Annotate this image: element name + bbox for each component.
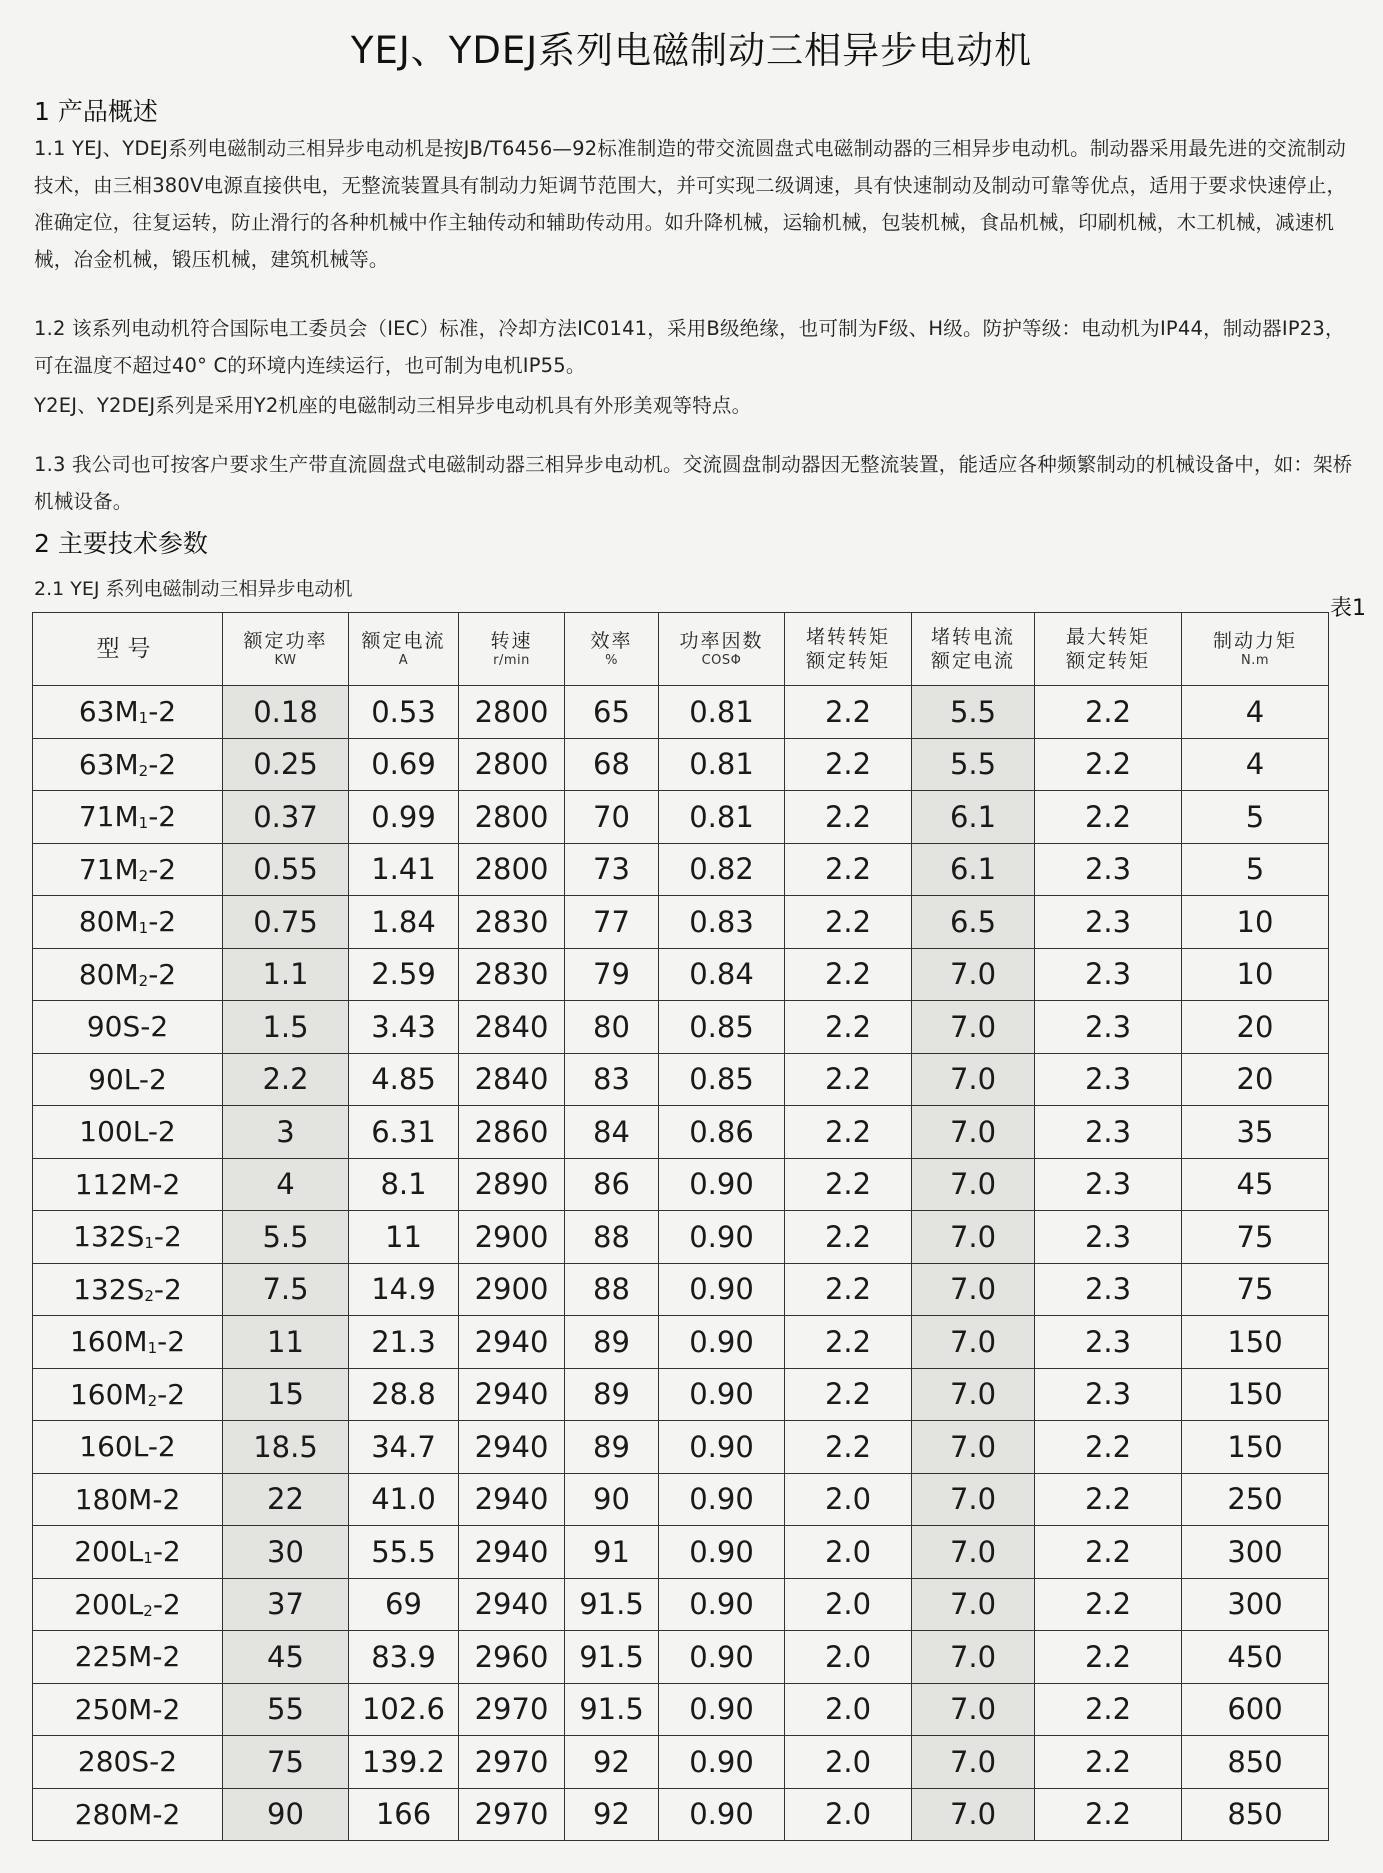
- value-cell: 0.18: [223, 686, 349, 739]
- value-cell: 2.2: [1035, 1526, 1182, 1579]
- value-cell: 0.53: [349, 686, 459, 739]
- value-cell: 2.3: [1035, 1106, 1182, 1159]
- header-label: 型号: [96, 636, 159, 662]
- value-cell: 88: [565, 1211, 659, 1264]
- value-cell: 450: [1182, 1631, 1329, 1684]
- value-cell: 83.9: [349, 1631, 459, 1684]
- value-cell: 2830: [459, 948, 565, 1001]
- value-cell: 18.5: [223, 1421, 349, 1474]
- value-cell: 7.0: [912, 1316, 1035, 1369]
- value-cell: 2800: [459, 843, 565, 896]
- value-cell: 2970: [459, 1736, 565, 1789]
- value-cell: 7.5: [223, 1263, 349, 1316]
- value-cell: 2.2: [785, 738, 912, 791]
- table-row: [33, 1473, 1329, 1526]
- value-cell: 6.5: [912, 896, 1035, 949]
- header-label: 堵转转矩: [805, 626, 890, 648]
- value-cell: 0.84: [659, 948, 785, 1001]
- value-cell: 0.90: [659, 1316, 785, 1369]
- value-cell: 0.90: [659, 1788, 785, 1841]
- value-cell: 2830: [459, 896, 565, 949]
- table-caption: 2.1 YEJ 系列电磁制动三相异步电动机: [34, 578, 353, 600]
- model-cell: 71M2-2: [33, 843, 223, 896]
- value-cell: 7.0: [912, 1106, 1035, 1159]
- model-cell: 71M1-2: [33, 791, 223, 844]
- value-cell: 2800: [459, 791, 565, 844]
- value-cell: 2.0: [785, 1788, 912, 1841]
- value-cell: 2.2: [1035, 1421, 1182, 1474]
- header-label: 额定功率: [243, 630, 328, 652]
- value-cell: 850: [1182, 1788, 1329, 1841]
- model-cell: 132S1-2: [33, 1211, 223, 1264]
- value-cell: 5: [1182, 791, 1329, 844]
- value-cell: 250: [1182, 1473, 1329, 1526]
- value-cell: 2940: [459, 1368, 565, 1421]
- value-cell: 4: [1182, 686, 1329, 739]
- value-cell: 4.85: [349, 1053, 459, 1106]
- value-cell: 8.1: [349, 1158, 459, 1211]
- header-unit: %: [605, 653, 618, 668]
- header-cell-7: [912, 613, 1035, 686]
- model-cell: 112M-2: [33, 1158, 223, 1211]
- value-cell: 150: [1182, 1421, 1329, 1474]
- value-cell: 7.0: [912, 1263, 1035, 1316]
- header-label-2: 额定电流: [930, 650, 1015, 672]
- value-cell: 22: [223, 1473, 349, 1526]
- value-cell: 5.5: [912, 738, 1035, 791]
- value-cell: 1.84: [349, 896, 459, 949]
- model-cell: 63M1-2: [33, 686, 223, 739]
- model-cell: 200L1-2: [33, 1526, 223, 1579]
- value-cell: 89: [565, 1368, 659, 1421]
- table-row: [33, 1368, 1329, 1421]
- value-cell: 4: [1182, 738, 1329, 791]
- model-cell: 280S-2: [33, 1736, 223, 1789]
- value-cell: 850: [1182, 1736, 1329, 1789]
- header-label: 堵转电流: [930, 626, 1015, 648]
- value-cell: 0.55: [223, 843, 349, 896]
- table-row: [33, 896, 1329, 949]
- value-cell: 7.0: [912, 1158, 1035, 1211]
- model-cell: 80M1-2: [33, 896, 223, 949]
- value-cell: 0.83: [659, 896, 785, 949]
- value-cell: 68: [565, 738, 659, 791]
- model-cell: 180M-2: [33, 1473, 223, 1526]
- value-cell: 2.3: [1035, 843, 1182, 896]
- model-cell: 63M2-2: [33, 738, 223, 791]
- value-cell: 5: [1182, 843, 1329, 896]
- table-row: [33, 686, 1329, 739]
- value-cell: 2.0: [785, 1578, 912, 1631]
- value-cell: 3.43: [349, 1001, 459, 1054]
- value-cell: 600: [1182, 1683, 1329, 1736]
- value-cell: 0.86: [659, 1106, 785, 1159]
- value-cell: 2890: [459, 1158, 565, 1211]
- value-cell: 5.5: [912, 686, 1035, 739]
- value-cell: 2.3: [1035, 1158, 1182, 1211]
- value-cell: 2960: [459, 1631, 565, 1684]
- value-cell: 3: [223, 1106, 349, 1159]
- value-cell: 7.0: [912, 1526, 1035, 1579]
- header-cell-6: [785, 613, 912, 686]
- value-cell: 20: [1182, 1001, 1329, 1054]
- header-label-2: 额定转矩: [805, 650, 890, 672]
- value-cell: 2.2: [1035, 1631, 1182, 1684]
- value-cell: 2970: [459, 1788, 565, 1841]
- value-cell: 0.99: [349, 791, 459, 844]
- table-row: [33, 1631, 1329, 1684]
- table-row: [33, 791, 1329, 844]
- model-cell: 160M2-2: [33, 1368, 223, 1421]
- value-cell: 0.75: [223, 896, 349, 949]
- value-cell: 37: [223, 1578, 349, 1631]
- header-cell-0: [33, 613, 223, 686]
- header-cell-4: [565, 613, 659, 686]
- value-cell: 0.90: [659, 1263, 785, 1316]
- value-cell: 2.2: [1035, 791, 1182, 844]
- value-cell: 2.2: [785, 686, 912, 739]
- value-cell: 20: [1182, 1053, 1329, 1106]
- value-cell: 90: [565, 1473, 659, 1526]
- value-cell: 73: [565, 843, 659, 896]
- value-cell: 2.3: [1035, 1211, 1182, 1264]
- model-cell: 250M-2: [33, 1683, 223, 1736]
- value-cell: 88: [565, 1263, 659, 1316]
- value-cell: 0.90: [659, 1211, 785, 1264]
- value-cell: 2.2: [785, 1053, 912, 1106]
- value-cell: 2840: [459, 1001, 565, 1054]
- value-cell: 34.7: [349, 1421, 459, 1474]
- table-header-row: [33, 613, 1329, 686]
- value-cell: 7.0: [912, 1736, 1035, 1789]
- table-row: [33, 1316, 1329, 1369]
- header-unit: KW: [274, 653, 297, 668]
- value-cell: 30: [223, 1526, 349, 1579]
- value-cell: 35: [1182, 1106, 1329, 1159]
- value-cell: 7.0: [912, 1001, 1035, 1054]
- value-cell: 0.90: [659, 1473, 785, 1526]
- value-cell: 7.0: [912, 1788, 1035, 1841]
- value-cell: 2.0: [785, 1473, 912, 1526]
- value-cell: 2.2: [1035, 1788, 1182, 1841]
- value-cell: 2.2: [785, 896, 912, 949]
- value-cell: 2.2: [1035, 1473, 1182, 1526]
- value-cell: 45: [223, 1631, 349, 1684]
- value-cell: 0.85: [659, 1053, 785, 1106]
- model-cell: 100L-2: [33, 1106, 223, 1159]
- value-cell: 10: [1182, 948, 1329, 1001]
- header-label: 功率因数: [679, 630, 764, 652]
- value-cell: 2.2: [223, 1053, 349, 1106]
- value-cell: 2940: [459, 1421, 565, 1474]
- value-cell: 0.81: [659, 686, 785, 739]
- parameter-table: [32, 612, 1329, 1841]
- header-unit: N.m: [1240, 653, 1270, 668]
- table-row: [33, 1263, 1329, 1316]
- header-label: 额定电流: [361, 630, 446, 652]
- value-cell: 1.5: [223, 1001, 349, 1054]
- table-row: [33, 1578, 1329, 1631]
- value-cell: 11: [349, 1211, 459, 1264]
- value-cell: 0.90: [659, 1526, 785, 1579]
- value-cell: 2940: [459, 1473, 565, 1526]
- value-cell: 2.0: [785, 1526, 912, 1579]
- table-row: [33, 1683, 1329, 1736]
- value-cell: 75: [1182, 1263, 1329, 1316]
- table-row: [33, 1421, 1329, 1474]
- value-cell: 7.0: [912, 1211, 1035, 1264]
- value-cell: 7.0: [912, 1421, 1035, 1474]
- header-cell-9: [1182, 613, 1329, 686]
- value-cell: 2.2: [785, 1001, 912, 1054]
- value-cell: 0.85: [659, 1001, 785, 1054]
- value-cell: 2.2: [785, 1421, 912, 1474]
- value-cell: 0.81: [659, 738, 785, 791]
- value-cell: 7.0: [912, 1578, 1035, 1631]
- value-cell: 5.5: [223, 1211, 349, 1264]
- value-cell: 55.5: [349, 1526, 459, 1579]
- value-cell: 2.2: [1035, 1736, 1182, 1789]
- value-cell: 89: [565, 1421, 659, 1474]
- value-cell: 2800: [459, 738, 565, 791]
- value-cell: 2.3: [1035, 1368, 1182, 1421]
- model-cell: 160L-2: [33, 1421, 223, 1474]
- value-cell: 1.1: [223, 948, 349, 1001]
- value-cell: 300: [1182, 1578, 1329, 1631]
- model-cell: 200L2-2: [33, 1578, 223, 1631]
- paragraph-1-1: 1.1 YEJ、YDEJ系列电磁制动三相异步电动机是按JB/T6456—92标准制造的带交流圆盘式电磁制动器的三相异步电动机。制动器采用最先进的交流制动技术，由三相380V电源直接供电，无整流装置具有制动力矩调节范围大，并可实现二级调速，具有快速制动及制动可靠等优点，适用于要求快速停止，准确定位，往复运转，防止滑行的各种机械中作主轴传动和辅助传动用。如升降机械，运输机械，包装机械，食品机械，印刷机械，木工机械，减速机械，冶金机械，锻压机械，建筑机械等。: [34, 137, 1347, 271]
- value-cell: 2840: [459, 1053, 565, 1106]
- value-cell: 2900: [459, 1263, 565, 1316]
- header-label: 效率: [590, 630, 633, 652]
- value-cell: 2.3: [1035, 1263, 1182, 1316]
- value-cell: 2900: [459, 1211, 565, 1264]
- value-cell: 90: [223, 1788, 349, 1841]
- value-cell: 2.2: [785, 843, 912, 896]
- model-cell: 160M1-2: [33, 1316, 223, 1369]
- value-cell: 14.9: [349, 1263, 459, 1316]
- value-cell: 0.90: [659, 1578, 785, 1631]
- value-cell: 7.0: [912, 1053, 1035, 1106]
- value-cell: 1.41: [349, 843, 459, 896]
- value-cell: 2.3: [1035, 1053, 1182, 1106]
- value-cell: 21.3: [349, 1316, 459, 1369]
- value-cell: 91.5: [565, 1631, 659, 1684]
- value-cell: 2940: [459, 1578, 565, 1631]
- table-row: [33, 843, 1329, 896]
- value-cell: 0.90: [659, 1421, 785, 1474]
- model-cell: 90L-2: [33, 1053, 223, 1106]
- value-cell: 0.90: [659, 1683, 785, 1736]
- header-cell-3: [459, 613, 565, 686]
- page-title: YEJ、YDEJ系列电磁制动三相异步电动机: [350, 29, 1033, 72]
- table-row: [33, 1736, 1329, 1789]
- value-cell: 0.82: [659, 843, 785, 896]
- value-cell: 2.0: [785, 1736, 912, 1789]
- value-cell: 91.5: [565, 1578, 659, 1631]
- value-cell: 80: [565, 1001, 659, 1054]
- header-unit: A: [398, 653, 409, 668]
- header-label: 最大转矩: [1065, 626, 1150, 648]
- value-cell: 2940: [459, 1316, 565, 1369]
- table-row: [33, 1788, 1329, 1841]
- value-cell: 75: [223, 1736, 349, 1789]
- value-cell: 10: [1182, 896, 1329, 949]
- header-label: 制动力矩: [1212, 630, 1297, 652]
- table-row: [33, 1158, 1329, 1211]
- table-number-label: 表1: [1330, 596, 1366, 621]
- table-row: [33, 1526, 1329, 1579]
- table-row: [33, 1001, 1329, 1054]
- value-cell: 2940: [459, 1526, 565, 1579]
- value-cell: 6.1: [912, 791, 1035, 844]
- value-cell: 2.2: [785, 1316, 912, 1369]
- value-cell: 65: [565, 686, 659, 739]
- value-cell: 69: [349, 1578, 459, 1631]
- value-cell: 2860: [459, 1106, 565, 1159]
- value-cell: 7.0: [912, 1631, 1035, 1684]
- value-cell: 92: [565, 1788, 659, 1841]
- value-cell: 2.2: [785, 1211, 912, 1264]
- value-cell: 150: [1182, 1368, 1329, 1421]
- value-cell: 2.0: [785, 1631, 912, 1684]
- value-cell: 7.0: [912, 1368, 1035, 1421]
- value-cell: 0.37: [223, 791, 349, 844]
- value-cell: 91: [565, 1526, 659, 1579]
- header-cell-5: [659, 613, 785, 686]
- section-heading-params: 2 主要技术参数: [34, 529, 208, 558]
- model-cell: 132S2-2: [33, 1263, 223, 1316]
- value-cell: 166: [349, 1788, 459, 1841]
- model-cell: 280M-2: [33, 1788, 223, 1841]
- value-cell: 15: [223, 1368, 349, 1421]
- value-cell: 2.2: [785, 1158, 912, 1211]
- value-cell: 45: [1182, 1158, 1329, 1211]
- table-row: [33, 738, 1329, 791]
- value-cell: 2.2: [785, 948, 912, 1001]
- value-cell: 300: [1182, 1526, 1329, 1579]
- value-cell: 70: [565, 791, 659, 844]
- value-cell: 0.90: [659, 1631, 785, 1684]
- header-label: 转速: [490, 630, 533, 652]
- value-cell: 2.2: [785, 791, 912, 844]
- header-cell-1: [223, 613, 349, 686]
- value-cell: 2.2: [1035, 1683, 1182, 1736]
- value-cell: 92: [565, 1736, 659, 1789]
- value-cell: 2.2: [1035, 686, 1182, 739]
- header-cell-2: [349, 613, 459, 686]
- value-cell: 91.5: [565, 1683, 659, 1736]
- value-cell: 83: [565, 1053, 659, 1106]
- header-cell-8: [1035, 613, 1182, 686]
- paragraph-1-2: 1.2 该系列电动机符合国际电工委员会（IEC）标准，冷却方法IC0141，采用B级绝缘，也可制为F级、H级。防护等级：电动机为IP44，制动器IP23，可在温度不超过40° C的环境内连续运行，也可制为电机IP55。: [34, 317, 1345, 377]
- value-cell: 2.2: [785, 1263, 912, 1316]
- value-cell: 6.31: [349, 1106, 459, 1159]
- value-cell: 7.0: [912, 948, 1035, 1001]
- value-cell: 2.0: [785, 1683, 912, 1736]
- value-cell: 7.0: [912, 1683, 1035, 1736]
- value-cell: 2.2: [785, 1368, 912, 1421]
- value-cell: 0.90: [659, 1736, 785, 1789]
- value-cell: 2.2: [785, 1106, 912, 1159]
- value-cell: 2.3: [1035, 1316, 1182, 1369]
- value-cell: 139.2: [349, 1736, 459, 1789]
- value-cell: 84: [565, 1106, 659, 1159]
- header-label-2: 额定转矩: [1065, 650, 1150, 672]
- model-cell: 80M2-2: [33, 948, 223, 1001]
- value-cell: 11: [223, 1316, 349, 1369]
- value-cell: 4: [223, 1158, 349, 1211]
- model-cell: 225M-2: [33, 1631, 223, 1684]
- value-cell: 2.3: [1035, 1001, 1182, 1054]
- value-cell: 0.25: [223, 738, 349, 791]
- value-cell: 2970: [459, 1683, 565, 1736]
- value-cell: 102.6: [349, 1683, 459, 1736]
- table-row: [33, 948, 1329, 1001]
- value-cell: 2.2: [1035, 738, 1182, 791]
- value-cell: 89: [565, 1316, 659, 1369]
- paragraph-1-2-y2: Y2EJ、Y2DEJ系列是采用Y2机座的电磁制动三相异步电动机具有外形美观等特点。: [34, 394, 752, 417]
- value-cell: 0.90: [659, 1158, 785, 1211]
- table-row: [33, 1211, 1329, 1264]
- value-cell: 77: [565, 896, 659, 949]
- value-cell: 2.59: [349, 948, 459, 1001]
- paragraph-1-3: 1.3 我公司也可按客户要求生产带直流圆盘式电磁制动器三相异步电动机。交流圆盘制动器因无整流装置，能适应各种频繁制动的机械设备中，如：架桥机械设备。: [34, 453, 1353, 513]
- value-cell: 28.8: [349, 1368, 459, 1421]
- value-cell: 79: [565, 948, 659, 1001]
- header-unit: r/min: [493, 653, 530, 668]
- value-cell: 86: [565, 1158, 659, 1211]
- section-heading-overview: 1 产品概述: [34, 97, 158, 126]
- value-cell: 150: [1182, 1316, 1329, 1369]
- value-cell: 7.0: [912, 1473, 1035, 1526]
- value-cell: 2.3: [1035, 948, 1182, 1001]
- value-cell: 6.1: [912, 843, 1035, 896]
- table-row: [33, 1053, 1329, 1106]
- value-cell: 2800: [459, 686, 565, 739]
- value-cell: 41.0: [349, 1473, 459, 1526]
- value-cell: 55: [223, 1683, 349, 1736]
- value-cell: 2.2: [1035, 1578, 1182, 1631]
- table-row: [33, 1106, 1329, 1159]
- value-cell: 0.81: [659, 791, 785, 844]
- value-cell: 75: [1182, 1211, 1329, 1264]
- value-cell: 0.69: [349, 738, 459, 791]
- value-cell: 2.3: [1035, 896, 1182, 949]
- model-cell: 90S-2: [33, 1001, 223, 1054]
- value-cell: 0.90: [659, 1368, 785, 1421]
- header-unit: COSΦ: [701, 653, 742, 668]
